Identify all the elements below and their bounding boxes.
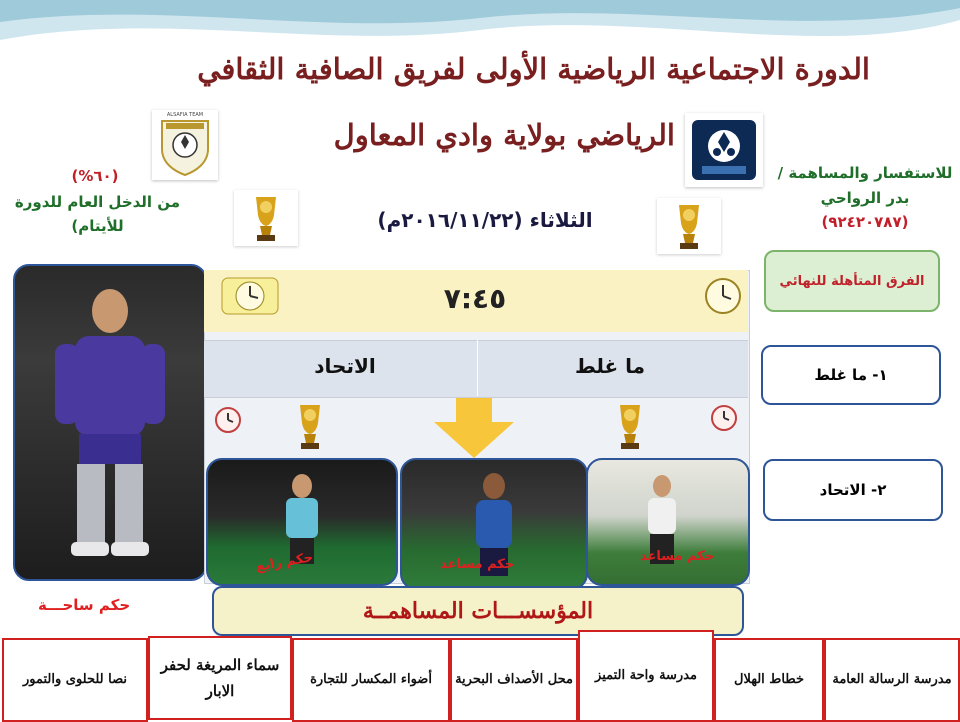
sponsor-box-5: أضواء المكسار للتجارة bbox=[292, 638, 450, 722]
trophy-icon bbox=[657, 198, 721, 254]
sponsor-box-4: محل الأصداف البحرية bbox=[450, 638, 578, 722]
trophy-icon bbox=[290, 400, 330, 456]
alarm-clock-icon bbox=[706, 401, 742, 437]
club-logo bbox=[685, 113, 763, 187]
assistant-referee-label-right: حكم مساعد bbox=[640, 549, 715, 564]
header-wave-decoration bbox=[0, 0, 960, 60]
down-arrow-icon bbox=[432, 398, 516, 464]
alsafia-logo bbox=[152, 110, 218, 180]
main-referee-label: حكم ساحـــة bbox=[38, 596, 131, 614]
fourth-referee-label: حكم رابع bbox=[255, 550, 315, 575]
alsafia-logo-caption: ALSAFIA TEAM bbox=[166, 112, 204, 118]
qualified-team-2: ٢- الاتحاد bbox=[763, 459, 943, 521]
orphan-note: من الدخل العام للدورة للأيتام) bbox=[14, 193, 181, 235]
alarm-clock-icon bbox=[210, 403, 246, 439]
contact-name: بدر الرواحي bbox=[820, 189, 910, 207]
orphan-percent: (٦٠%) bbox=[71, 167, 119, 185]
clock-icon bbox=[220, 276, 280, 320]
trophy-icon bbox=[610, 400, 650, 456]
assistant-referee-label-center: حكم مساعد bbox=[440, 557, 515, 572]
qualified-teams-title: الفرق المتأهلة للنهائي bbox=[764, 250, 940, 312]
assistant-referee-photo-right bbox=[586, 458, 750, 586]
page-title-line2: الرياضي بولاية وادي المعاول bbox=[333, 118, 675, 152]
sponsor-box-2: خطاط الهلال bbox=[714, 638, 824, 722]
clock-icon bbox=[698, 276, 748, 320]
trophy-icon bbox=[234, 190, 298, 246]
match-time: ٧:٤٥ bbox=[443, 282, 507, 315]
teams-bar bbox=[204, 340, 748, 398]
page-title-line1: الدورة الاجتماعية الرياضية الأولى لفريق الصافية الثقافي bbox=[197, 52, 870, 86]
team-left-name: الاتحاد bbox=[314, 354, 376, 378]
sponsor-box-6: سماء المريغة لحفر الابار bbox=[148, 636, 292, 720]
sponsor-box-3: مدرسة واحة التميز bbox=[578, 630, 714, 722]
team-right-name: ما غلط bbox=[574, 354, 646, 378]
sponsor-box-1: مدرسة الرسالة العامة bbox=[824, 638, 960, 722]
contact-label: للاستفسار والمساهمة / bbox=[777, 164, 953, 182]
qualified-team-1: ١- ما غلط bbox=[761, 345, 941, 405]
contact-phone: (٩٢٤٢٠٧٨٧) bbox=[821, 213, 909, 231]
match-date: الثلاثاء (٢٠١٦/١١/٢٢م) bbox=[377, 208, 593, 232]
sponsors-title: المؤسســـات المساهمــة bbox=[212, 586, 744, 636]
sponsor-box-7: نصا للحلوى والتمور bbox=[2, 638, 148, 722]
teams-divider bbox=[477, 340, 478, 396]
main-referee-photo bbox=[13, 264, 207, 581]
